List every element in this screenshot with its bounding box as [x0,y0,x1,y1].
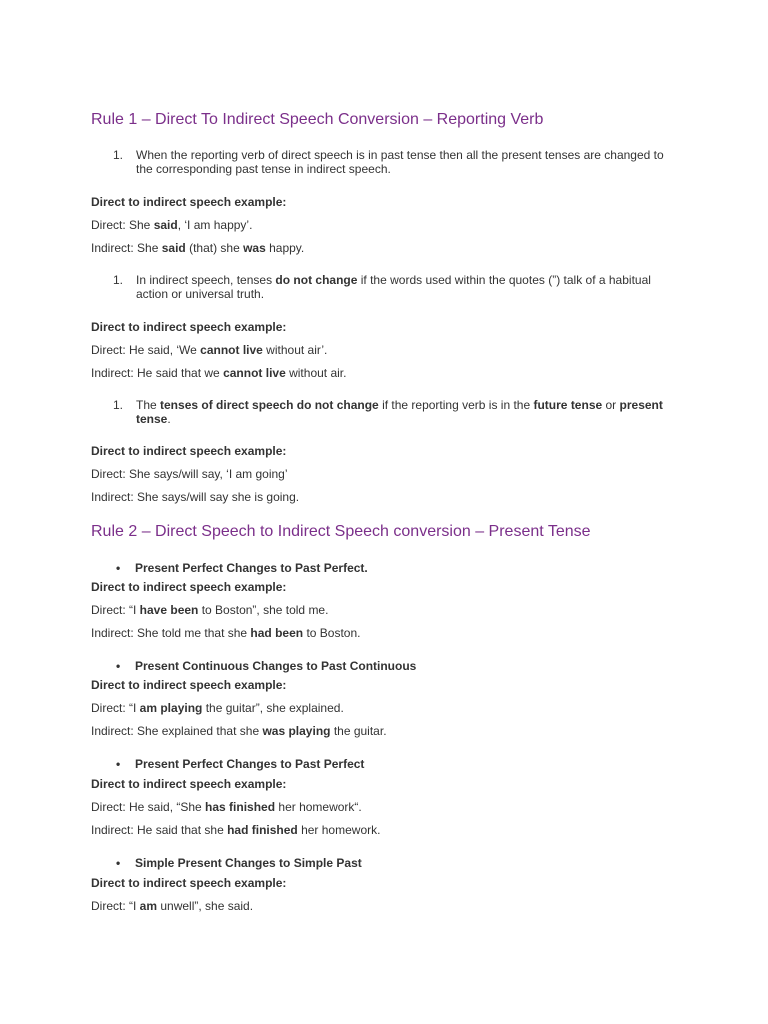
text-segment: unwell”, she said. [157,899,254,913]
bold-segment: was playing [262,724,331,738]
list-text [136,398,673,426]
bold-segment: future tense [533,398,603,412]
bold-segment: cannot live [223,366,286,380]
list-number: 1. [113,273,124,287]
bold-segment: said [161,241,186,255]
text-segment: , ‘I am happy’. [177,218,253,232]
indirect-example [91,490,299,504]
bold-segment: has finished [205,800,276,814]
bold-segment: cannot live [200,343,263,357]
bullet-text: Present Perfect Changes to Past Perfect. [135,561,368,575]
example-label: Direct to indirect speech example: [91,678,287,692]
example-label: Direct to indirect speech example: [91,444,287,458]
example-label: Direct to indirect speech example: [91,777,287,791]
bullet-icon: • [116,856,121,870]
bold-segment: am [139,899,158,913]
text-segment: . [167,412,171,426]
list-number: 1. [113,398,124,412]
direct-example [91,603,328,617]
bold-segment: have been [139,603,199,617]
bold-segment: said [153,218,178,232]
indirect-example [91,241,304,255]
bullet-text: Present Perfect Changes to Past Perfect [135,757,365,771]
bold-segment: had finished [227,823,298,837]
example-label: Direct to indirect speech example: [91,580,287,594]
indirect-example [91,724,387,738]
bold-segment: present tense [136,398,663,426]
text-segment: Indirect: She [91,241,162,255]
text-segment: the guitar. [330,724,387,738]
text-segment: or [602,398,620,412]
direct-example [91,343,327,357]
text-segment: Indirect: She explained that she [91,724,263,738]
rule1-numbered-item-1 [113,148,673,176]
text-segment: her homework. [297,823,381,837]
list-text [136,273,673,301]
text-segment: if the reporting verb is in the [378,398,534,412]
indirect-example [91,366,346,380]
text-segment: Direct: She [91,218,154,232]
list-number: 1. [113,148,124,162]
bold-segment: do not change [275,273,358,287]
text-segment: Direct: She says/will say, ‘I am going’ [91,467,288,481]
text-segment: Direct: “I [91,899,140,913]
bullet-text: Simple Present Changes to Simple Past [135,856,362,870]
rule2-bullet-item-4 [116,856,362,870]
direct-example [91,899,253,913]
text-segment: (that) she [185,241,244,255]
indirect-example [91,626,360,640]
bold-segment: had been [250,626,304,640]
bullet-icon: • [116,659,121,673]
text-segment: Direct: “I [91,701,140,715]
text-segment: Direct: He said, “She [91,800,206,814]
rule1-heading: Rule 1 – Direct To Indirect Speech Conversion – Reporting Verb [91,111,544,128]
direct-example [91,467,288,481]
text-segment: Direct: He said, ‘We [91,343,201,357]
text-segment: In indirect speech, tenses [136,273,276,287]
example-label: Direct to indirect speech example: [91,320,287,334]
list-text: When the reporting verb of direct speech is in past tense then all the present tenses are changed to the corresponding past tense in indirect speech. [136,148,664,176]
bullet-icon: • [116,757,121,771]
rule2-heading: Rule 2 – Direct Speech to Indirect Speech conversion – Present Tense [91,523,591,540]
text-segment: to Boston. [303,626,361,640]
rule2-bullet-item-3 [116,757,364,771]
text-segment: the guitar”, she explained. [202,701,344,715]
direct-example [91,701,344,715]
rule1-numbered-item-2 [113,273,673,301]
bullet-text: Present Continuous Changes to Past Continuous [135,659,417,673]
rule2-bullet-item-2 [116,659,416,673]
bullet-icon: • [116,561,121,575]
direct-example [91,800,362,814]
text-segment: without air’. [262,343,328,357]
text-segment: Indirect: He said that we [91,366,224,380]
rule2-bullet-item-1 [116,561,368,575]
text-segment: to Boston”, she told me. [198,603,329,617]
direct-example [91,218,252,232]
text-segment: happy. [265,241,305,255]
indirect-example [91,823,380,837]
text-segment: The [136,398,161,412]
text-segment: if the words used within the quotes (”) talk of a habitual action or universal truth. [136,273,651,301]
example-label: Direct to indirect speech example: [91,876,287,890]
text-segment: her homework“. [275,800,362,814]
bold-segment: was [243,241,266,255]
text-segment: Indirect: She says/will say she is going. [91,490,300,504]
text-segment: Indirect: She told me that she [91,626,251,640]
example-label: Direct to indirect speech example: [91,195,287,209]
text-segment: Indirect: He said that she [91,823,228,837]
bold-segment: am playing [139,701,203,715]
text-segment: without air. [285,366,347,380]
text-segment: Direct: “I [91,603,140,617]
rule1-numbered-item-3 [113,398,673,426]
bold-segment: tenses of direct speech do not change [160,398,379,412]
